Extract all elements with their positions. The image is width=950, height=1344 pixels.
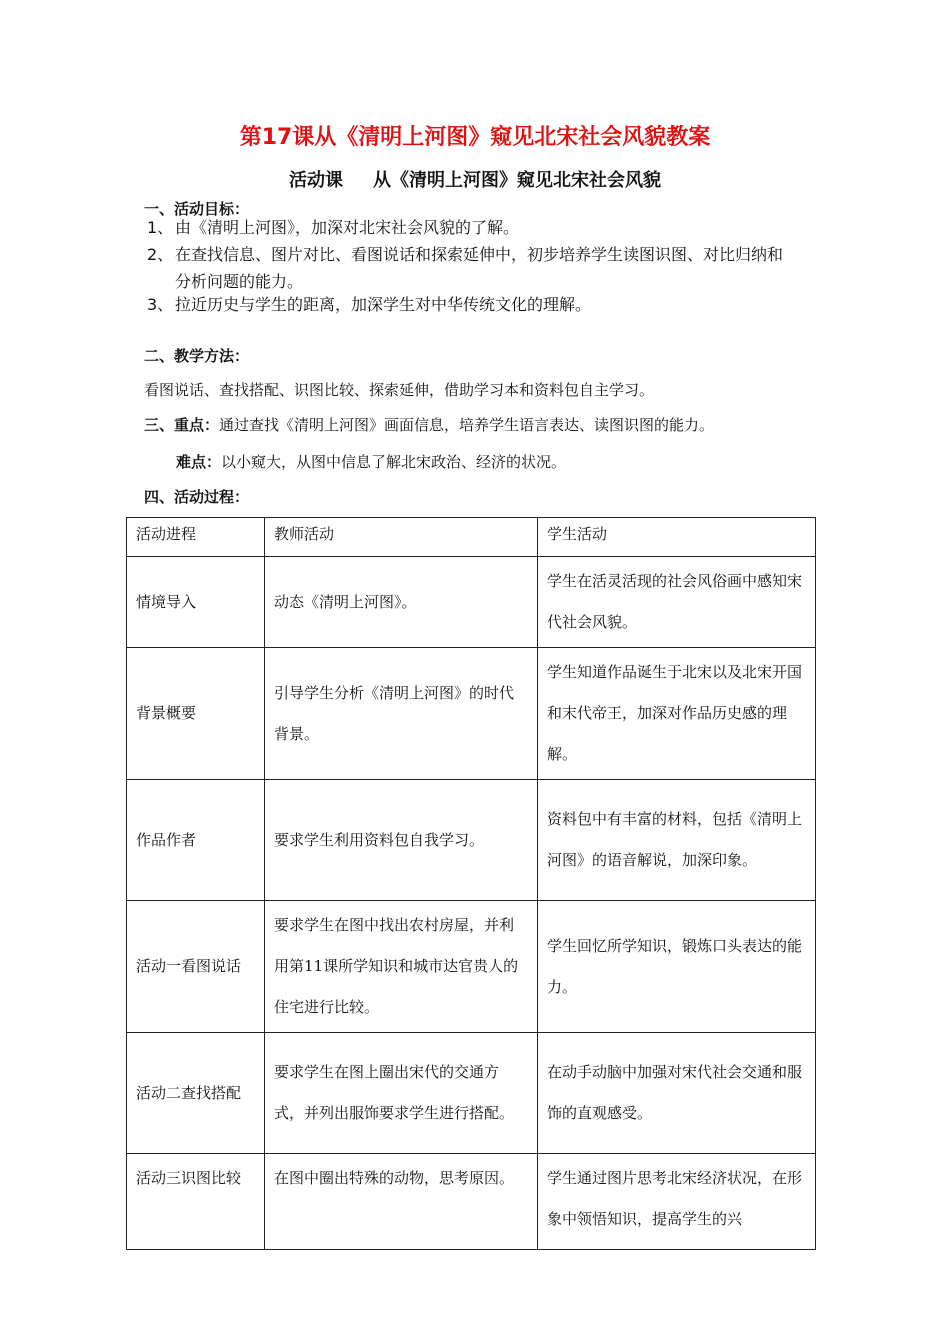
student-cell: 学生知道作品诞生于北宋以及北宋开国和末代帝王，加深对作品历史感的理解。 [538,648,816,780]
objective-text: 拉近历史与学生的距离，加深学生对中华传统文化的理解。 [175,295,592,314]
teacher-cell: 动态《清明上河图》。 [265,557,538,648]
table-row [127,1154,816,1250]
objective-text: 在查找信息、图片对比、看图说话和探索延伸中，初步培养学生读图识图、对比归纳和 [175,245,784,264]
methods-text: 看图说话、查找搭配、识图比较、探索延伸，借助学习本和资料包自主学习。 [144,381,655,399]
header-student: 学生活动 [538,518,816,557]
difficulty-label: 难点： [176,453,222,471]
table-row [127,901,816,1033]
table-row [127,1033,816,1154]
table-row [127,648,816,780]
teacher-cell: 要求学生在图中找出农村房屋，并利用第11课所学知识和城市达官贵人的住宅进行比较。 [265,901,538,1033]
objective-number: 1、 [147,218,174,237]
section-prefix: 三、 [144,416,175,434]
teacher-cell: 引导学生分析《清明上河图》的时代背景。 [265,648,538,780]
stage-cell: 背景概要 [127,648,265,780]
teacher-cell: 要求学生在图上圈出宋代的交通方式，并列出服饰要求学生进行搭配。 [265,1033,538,1154]
key-point-line [144,414,714,435]
key-point-text: 通过查找《清明上河图》画面信息，培养学生语言表达、读图识图的能力。 [219,416,715,434]
teacher-cell: 在图中圈出特殊的动物，思考原因。 [265,1154,538,1250]
stage-cell: 活动三识图比较 [127,1154,265,1250]
student-cell: 资料包中有丰富的材料，包括《清明上河图》的语音解说，加深印象。 [538,780,816,901]
difficulty-text: 以小窥大，从图中信息了解北宋政治、经济的状况。 [221,453,567,471]
table-row [127,780,816,901]
student-cell: 在动手动脑中加强对宋代社会交通和服饰的直观感受。 [538,1033,816,1154]
student-cell: 学生回忆所学知识，锻炼口头表达的能力。 [538,901,816,1033]
objective-text-continued: 分析问题的能力。 [175,272,304,291]
objective-item-2 [147,241,783,295]
student-cell: 学生通过图片思考北宋经济状况，在形象中领悟知识，提高学生的兴 [538,1154,816,1250]
table-header-row [127,518,816,557]
document-subtitle [0,166,950,192]
section-heading-objectives: 一、活动目标： [144,200,250,218]
difficulty-line [176,451,566,472]
objective-number: 2、 [147,245,174,264]
stage-cell: 作品作者 [127,780,265,901]
section-heading-methods: 二、教学方法： [144,347,250,365]
section-heading-process: 四、活动过程： [144,488,250,506]
stage-cell: 活动一看图说话 [127,901,265,1033]
subtitle-left: 活动课 [289,170,343,191]
header-stage: 活动进程 [127,518,265,557]
table-row [127,557,816,648]
header-teacher: 教师活动 [265,518,538,557]
activity-table [126,517,816,1250]
stage-cell: 情境导入 [127,557,265,648]
stage-cell: 活动二查找搭配 [127,1033,265,1154]
document-title: 第17课从《清明上河图》窥见北宋社会风貌教案 [239,125,711,150]
teacher-cell: 要求学生利用资料包自我学习。 [265,780,538,901]
subtitle-right: 从《清明上河图》窥见北宋社会风貌 [373,170,661,191]
objective-item-3 [147,291,591,318]
student-cell: 学生在活灵活现的社会风俗画中感知宋代社会风貌。 [538,557,816,648]
objective-item-1 [147,214,519,241]
objective-number: 3、 [147,295,174,314]
objective-text: 由《清明上河图》，加深对北宋社会风貌的了解。 [175,218,520,237]
key-point-label: 重点： [174,416,220,434]
